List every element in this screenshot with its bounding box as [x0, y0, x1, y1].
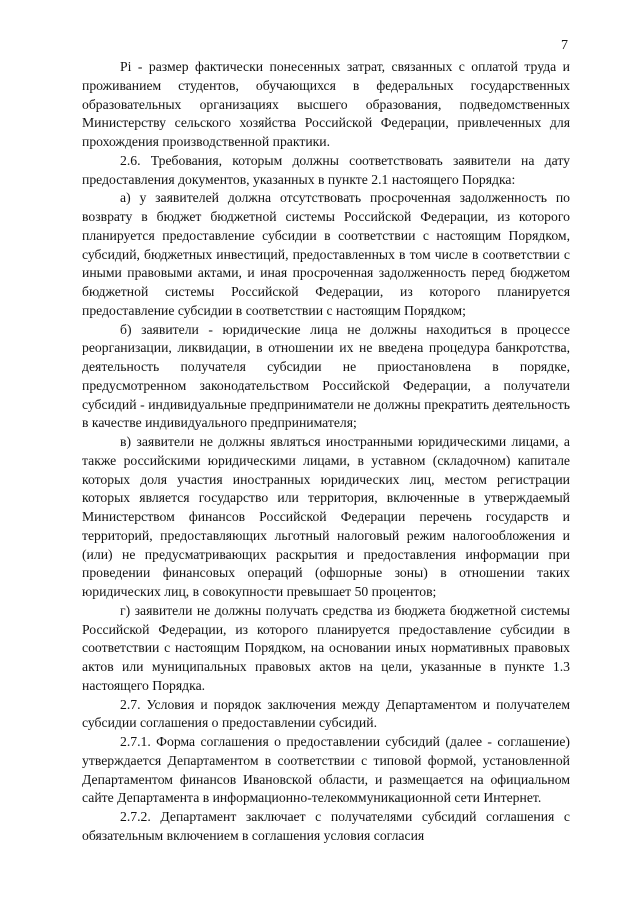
paragraph-2-7-2: 2.7.2. Департамент заключает с получателями субсидий соглашения с обязательным включением в соглашения условия согласия	[82, 809, 570, 843]
paragraph-2-7: 2.7. Условия и порядок заключения между Департаментом и получателем субсидии соглашения о предоставлении субсидий.	[82, 696, 570, 731]
paragraph-pi-definition: Pi - размер фактически понесенных затрат, связанных с оплатой труда и проживанием студентов, обучающихся в федеральных государственных образовательных организациях высшего образования, подведомственных Министерству сельского хозяйства Российской Федерации, привлеченных для прохождения производственной практики.	[82, 59, 570, 149]
paragraph-2-6-a: а) у заявителей должна отсутствовать просроченная задолженность по возврату в бюджет бюджетной системы Российской Федерации, из которого планируется предоставление субсидии в соответствии с настоящим Порядком, субсидий, бюджетных инвестиций, предоставленных в том числе в соответствии с иными правовыми актами, и иная просроченная задолженность перед бюджетом бюджетной системы Российской Федерации, из которого планируется предоставление субсидии в соответствии с настоящим Порядком;	[82, 190, 570, 318]
paragraph-2-6-b: б) заявители - юридические лица не должны находиться в процессе реорганизации, ликвидации, в отношении их не введена процедура банкротства, деятельность получателя субсидии не приостановлена в порядке, предусмотренном законодательством Российской Федерации, а получатели субсидий - индивидуальные предприниматели не должны прекратить деятельность в качестве индивидуального предпринимателя;	[82, 321, 570, 431]
document-body	[82, 58, 570, 846]
paragraph-2-6-v: в) заявители не должны являться иностранными юридическими лицами, а также российскими юридическими лицами, в уставном (складочном) капитале которых доля участия иностранных юридических лиц, местом регистрации которых является государство или территория, включенные в утверждаемый Министерством финансов Российской Федерации перечень государств и территорий, предоставляющих льготный налоговый режим налогообложения и (или) не предусматривающих раскрытия и предоставления информации при проведении финансовых операций (офшорные зоны) в отношении таких юридических лиц, в совокупности превышает 50 процентов;	[82, 434, 570, 599]
paragraph-2-7-1: 2.7.1. Форма соглашения о предоставлении субсидий (далее - соглашение) утверждается Департаментом в соответствии с типовой формой, установленной Департаментом финансов Ивановской области, и размещается на официальном сайте Департамента в информационно-телекоммуникационной сети Интернет.	[82, 734, 570, 806]
paragraph-2-6: 2.6. Требования, которым должны соответствовать заявители на дату предоставления документов, указанных в пункте 2.1 настоящего Порядка:	[82, 152, 570, 187]
page-number: 7	[561, 38, 568, 53]
paragraph-2-6-g: г) заявители не должны получать средства из бюджета бюджетной системы Российской Федерации, из которого планируется предоставление субсидии в соответствии с настоящим Порядком, на основании иных нормативных правовых актов или муниципальных правовых актов на цели, указанные в пункте 1.3 настоящего Порядка.	[82, 602, 570, 693]
